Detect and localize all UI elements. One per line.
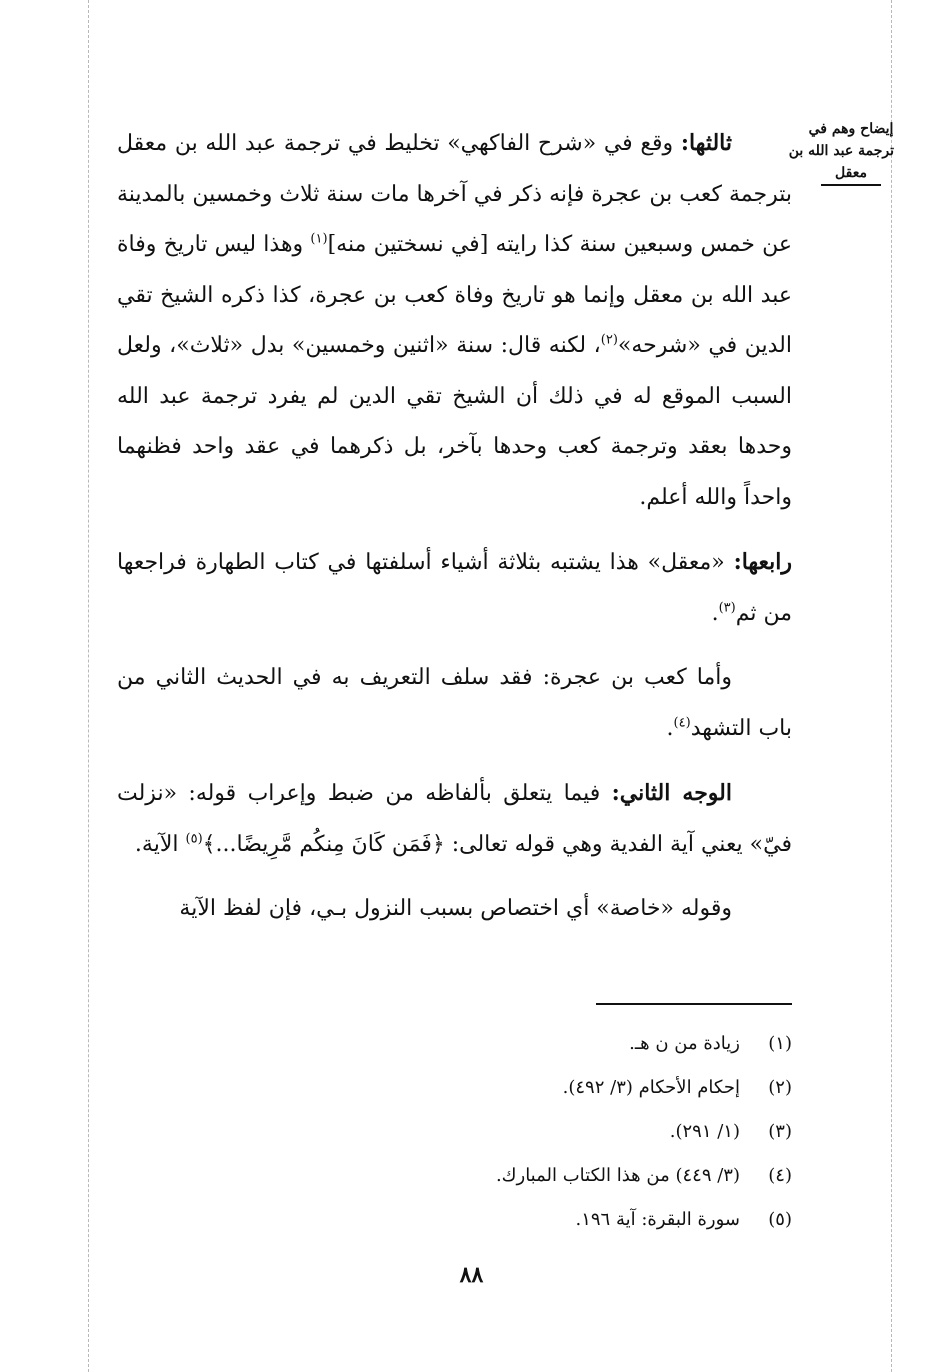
paragraph-second-aspect xyxy=(117,768,792,870)
paragraph-label: ثالثها: xyxy=(680,130,732,156)
footnote-ref: (٥) xyxy=(185,831,203,847)
footnote-text: سورة البقرة: آية ١٩٦. xyxy=(575,1209,740,1230)
margin-note-line: معقل xyxy=(821,162,881,186)
footnote-separator xyxy=(596,1003,792,1005)
footnote-text: (٣/ ٤٤٩) من هذا الكتاب المبارك. xyxy=(495,1165,740,1186)
footnote xyxy=(300,1022,792,1066)
footnote-number: (١) xyxy=(768,1033,792,1054)
paragraph-kaab xyxy=(117,653,792,754)
margin-note-line: إيضاح وهم في xyxy=(808,121,894,137)
paragraph-text: وهذا ليس تاريخ وفاة عبد الله بن معقل وإنما هو تاريخ وفاة كعب بن عجرة، كذا ذكره الشيخ تقي الدين في «شرحه» xyxy=(117,232,792,358)
footnote-number: (٣) xyxy=(768,1121,792,1142)
footnote-ref: (٤) xyxy=(673,715,691,731)
footnote-text: زيادة من ن هـ. xyxy=(629,1033,740,1054)
paragraph-text: فيما يتعلق بألفاظه من ضبط وإعراب قوله: «نزلت فيّ» يعني آية الفدية وهي قوله تعالى: ﴿فَمَن كَانَ مِنكُم مَّرِيضًا...﴾ xyxy=(117,781,792,857)
trim-line-left xyxy=(88,0,89,1372)
footnote xyxy=(300,1154,792,1198)
paragraph-fourth xyxy=(117,537,792,639)
footnote xyxy=(300,1110,792,1154)
footnote-number: (٤) xyxy=(768,1165,792,1186)
footnote xyxy=(300,1198,792,1242)
paragraph-text: ، لكنه قال: سنة «اثنين وخمسين» بدل «ثلاث»، ولعل السبب الموقع له في ذلك أن الشيخ تقي الدين لم يفرد ترجمة عبد الله وحدها بعقد وترجمة كعب وحدها بآخر، بل ذكرهما في عقد واحد فظنهما واحداً والله أعلم. xyxy=(117,333,792,510)
margin-note-line: ترجمة عبد الله بن xyxy=(788,143,894,159)
footnote-ref: (٢) xyxy=(600,332,618,348)
footnote-number: (٢) xyxy=(768,1077,792,1098)
paragraph-khassa xyxy=(117,884,792,935)
footnote-ref: (١) xyxy=(310,231,328,247)
paragraph-end: . xyxy=(666,715,674,741)
paragraph-end: الآية. xyxy=(134,831,186,857)
paragraph-third xyxy=(117,118,792,523)
margin-note xyxy=(788,118,894,186)
paragraph-label: الوجه الثاني: xyxy=(611,780,732,806)
main-text xyxy=(117,118,792,935)
footnote-ref: (٣) xyxy=(718,600,736,616)
footnote-text: (١/ ٢٩١). xyxy=(669,1121,740,1142)
footnotes xyxy=(300,1022,792,1242)
paragraph-label: رابعها: xyxy=(733,549,793,575)
paragraph-text: «معقل» هذا يشتبه بثلاثة أشياء أسلفتها في كتاب الطهارة فراجعها من ثم xyxy=(117,550,792,626)
footnote-number: (٥) xyxy=(768,1209,792,1230)
paragraph-text: وأما كعب بن عجرة: فقد سلف التعريف به في الحديث الثاني من باب التشهد xyxy=(117,665,792,741)
paragraph-text: وقوله «خاصة» أي اختصاص بسبب النزول بـي، فإن لفظ الآية xyxy=(179,896,732,921)
page-number: ٨٨ xyxy=(459,1262,484,1288)
paragraph-text: وقع في «شرح الفاكهي» تخليط في ترجمة عبد الله بن معقل بترجمة كعب بن عجرة فإنه ذكر في آخرها مات سنة ثلاث وخمسين بالمدينة عن خمس وسبعين سنة كذا رايته [في نسختين منه] xyxy=(117,131,792,257)
footnote-text: إحكام الأحكام (٣/ ٤٩٢). xyxy=(562,1077,740,1098)
paragraph-end: . xyxy=(711,600,719,626)
trim-line-right xyxy=(891,0,892,1372)
footnote xyxy=(300,1066,792,1110)
